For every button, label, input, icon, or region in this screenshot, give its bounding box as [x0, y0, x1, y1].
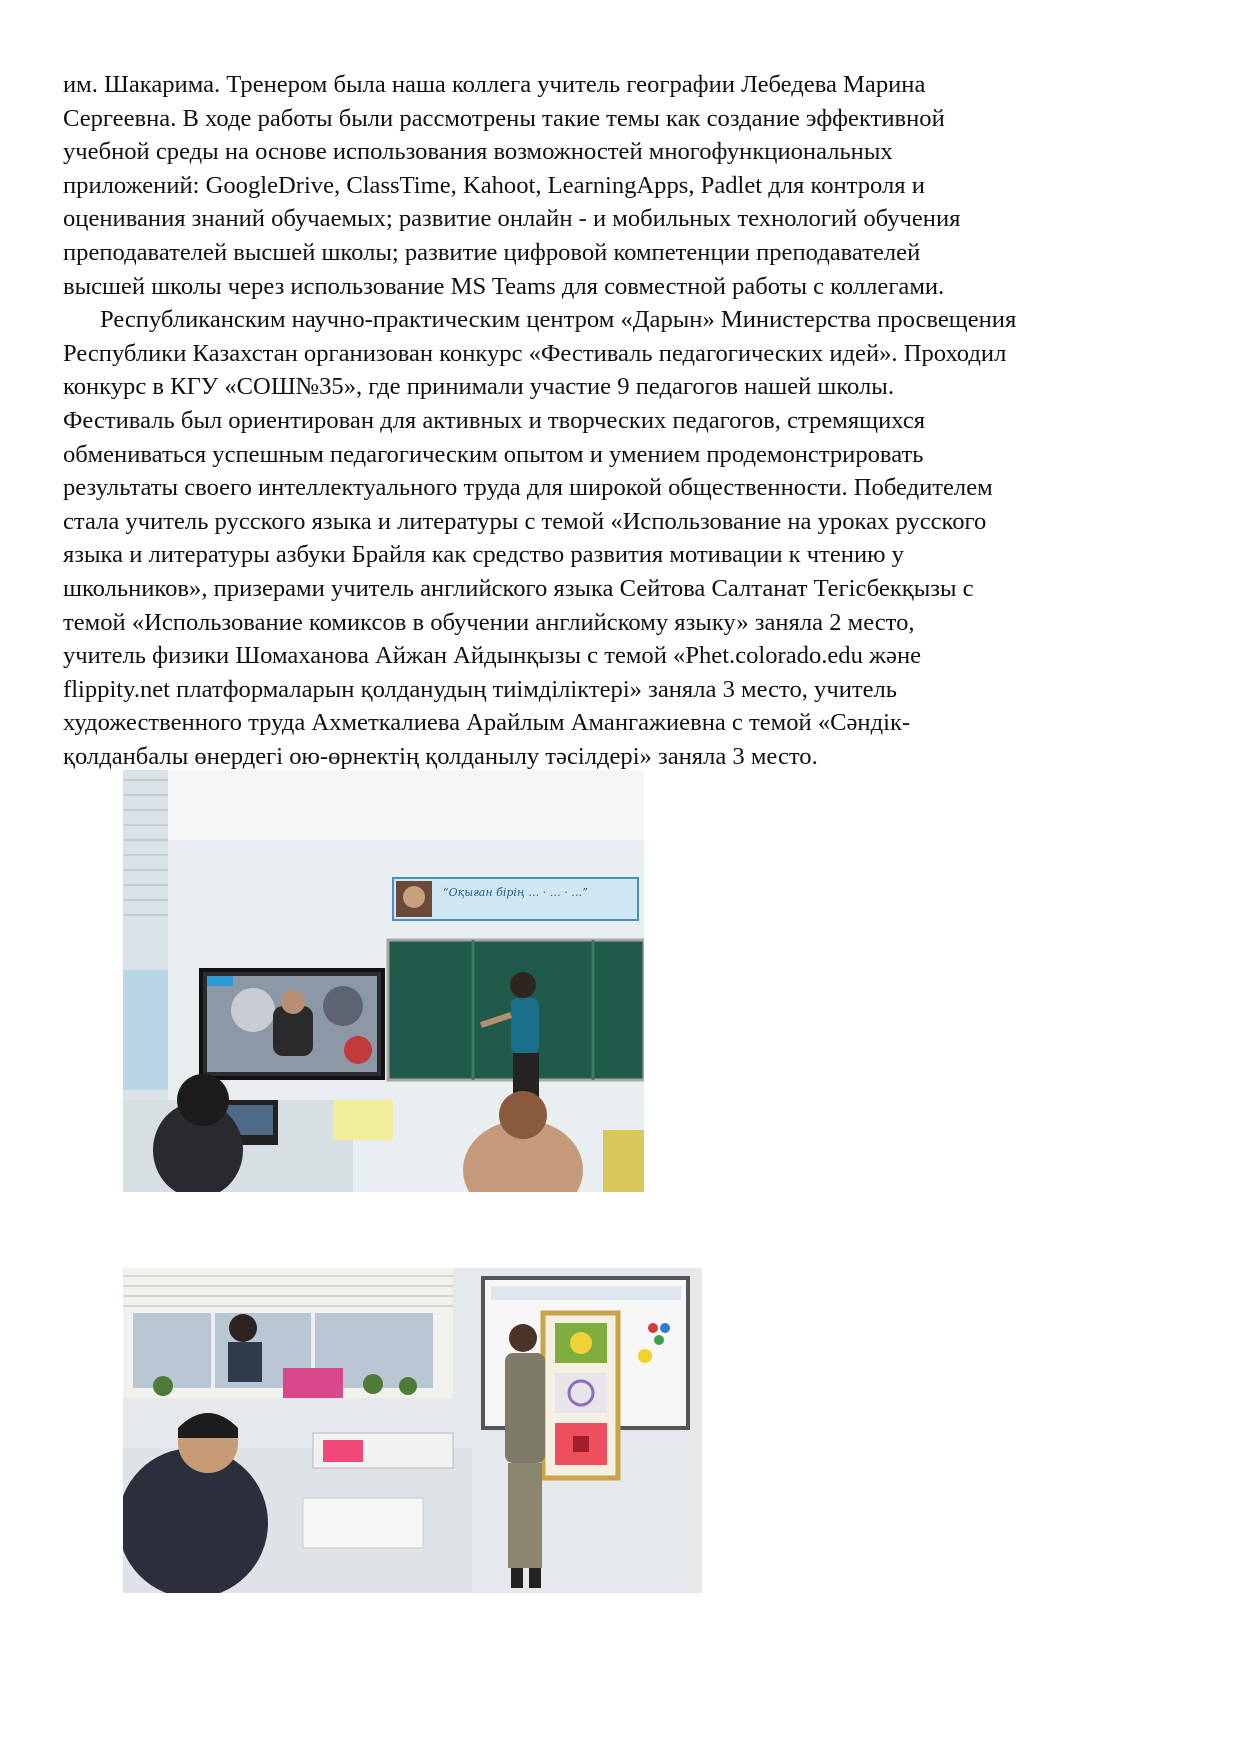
text-line: школьников», призерами учитель английского языка Сейтова Салтанат Тегісбекқызы с [63, 574, 974, 602]
text-line: оценивания знаний обучаемых; развитие онлайн - и мобильных технологий обучения [63, 205, 961, 233]
text-line: им. Шакарима. Тренером была наша коллега учитель географии Лебедева Марина [63, 71, 926, 98]
text-line: Республики Казахстан организован конкурс «Фестиваль педагогических идей». Проходил [63, 339, 1007, 367]
text-line: результаты своего интеллектуального труда для широкой общественности. Победителем [63, 474, 993, 502]
photo-illustration [123, 770, 644, 1192]
text-line: flippity.net платформаларын қолданудың тиімділіктері» заняла 3 место, учитель [63, 675, 898, 703]
ornament-presentation-photo [123, 1268, 702, 1593]
paragraph-start-line: Республиканским научно-практическим центром «Дарын» Министерства просвещения [100, 306, 1017, 334]
text-line: конкурс в КГУ «СОШ№35», где принимали участие 9 педагогов нашей школы. [63, 373, 894, 401]
wall-banner-text: “Оқыған бірің … · … · …” [443, 886, 588, 899]
text-line: учитель физики Шомаханова Айжан Айдынқызы с темой «Phet.colorado.edu және [63, 642, 922, 670]
photo-illustration [123, 1268, 702, 1593]
text-line: приложений: GoogleDrive, ClassTime, Kahoot, LearningApps, Padlet для контроля и [63, 171, 925, 199]
text-line: темой «Использование комиксов в обучении английскому языку» заняла 2 место, [63, 608, 915, 636]
classroom-presentation-photo [123, 770, 644, 1192]
text-line: обмениваться успешным педагогическим опытом и умением продемонстрировать [63, 440, 924, 468]
document-text [63, 68, 1203, 773]
text-line: қолданбалы өнердегі ою-өрнектің қолданылу тәсілдері» заняла 3 место. [63, 742, 818, 770]
text-line: высшей школы через использование MS Teams для совместной работы с коллегами. [63, 272, 945, 300]
text-line: художественного труда Ахметкалиева Арайлым Амангажиевна с темой «Сәндік- [63, 709, 911, 737]
text-line: Сергеевна. В ходе работы были рассмотрены такие темы как создание эффективной [63, 104, 945, 132]
text-line: стала учитель русского языка и литературы с темой «Использование на уроках русского [63, 507, 987, 535]
text-line: языка и литературы азбуки Брайля как средство развития мотивации к чтению у [63, 541, 904, 569]
text-line: преподавателей высшей школы; развитие цифровой компетенции преподавателей [63, 238, 921, 266]
text-line: Фестиваль был ориентирован для активных и творческих педагогов, стремящихся [63, 406, 926, 434]
text-line: учебной среды на основе использования возможностей многофункциональных [63, 138, 893, 166]
